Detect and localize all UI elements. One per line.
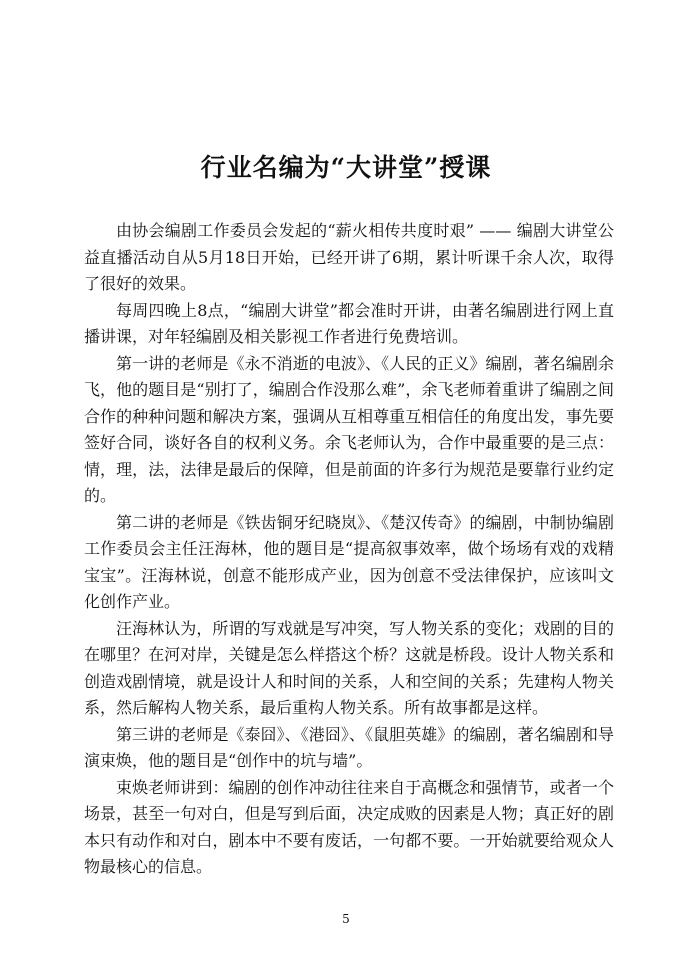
- paragraph-7: 束焕老师讲到：编剧的创作冲动往往来自于高概念和强情节，或者一个场景，甚至一句对白，但是写到后面，决定成败的因素是人物；真正好的剧本只有动作和对白，剧本中不要有废话，一句都不要。一开始就要给观众人物最核心的信息。: [84, 777, 614, 876]
- page-number: 5: [342, 912, 350, 926]
- paragraph-3: 第一讲的老师是《永不消逝的电波》、《人民的正义》编剧，著名编剧余飞，他的题目是“别打了，编剧合作没那么难”，余飞老师着重讲了编剧之间合作的种种问题和解决方案，强调从互相尊重互相信任的角度出发，事先要签好合同，谈好各自的权利义务。余飞老师认为，合作中最重要的是三点：情，理，法，法律是最后的保障，但是前面的许多行为规范是要靠行业约定的。: [84, 353, 614, 505]
- paragraph-4: 第二讲的老师是《铁齿铜牙纪晓岚》、《楚汉传奇》的编剧，中制协编剧工作委员会主任汪海林，他的题目是“提高叙事效率，做个场场有戏的戏精宝宝”。汪海林说，创意不能形成产业，因为创意不受法律保护，应该叫文化创作产业。: [84, 512, 614, 611]
- paragraph-6: 第三讲的老师是《泰囧》、《港囧》、《鼠胆英雄》的编剧，著名编剧和导演束焕，他的题目是“创作中的坑与墙”。: [84, 724, 614, 770]
- article-body: [84, 218, 614, 881]
- article-title: 行业名编为“大讲堂”授课: [200, 153, 492, 182]
- paragraph-1: 由协会编剧工作委员会发起的“薪火相传共度时艰” —— 编剧大讲堂公益直播活动自从5月18日开始，已经开讲了6期，累计听课千余人次，取得了很好的效果。: [84, 221, 614, 293]
- paragraph-5: 汪海林认为，所谓的写戏就是写冲突，写人物关系的变化；戏剧的目的在哪里？在河对岸，关键是怎么样搭这个桥？这就是桥段。设计人物关系和创造戏剧情境，就是设计人和时间的关系，人和空间的关系；先建构人物关系，然后解构人物关系，最后重构人物关系。所有故事都是这样。: [84, 618, 614, 717]
- paragraph-2: 每周四晚上8点，“编剧大讲堂”都会准时开讲，由著名编剧进行网上直播讲课，对年轻编剧及相关影视工作者进行免费培训。: [84, 300, 614, 346]
